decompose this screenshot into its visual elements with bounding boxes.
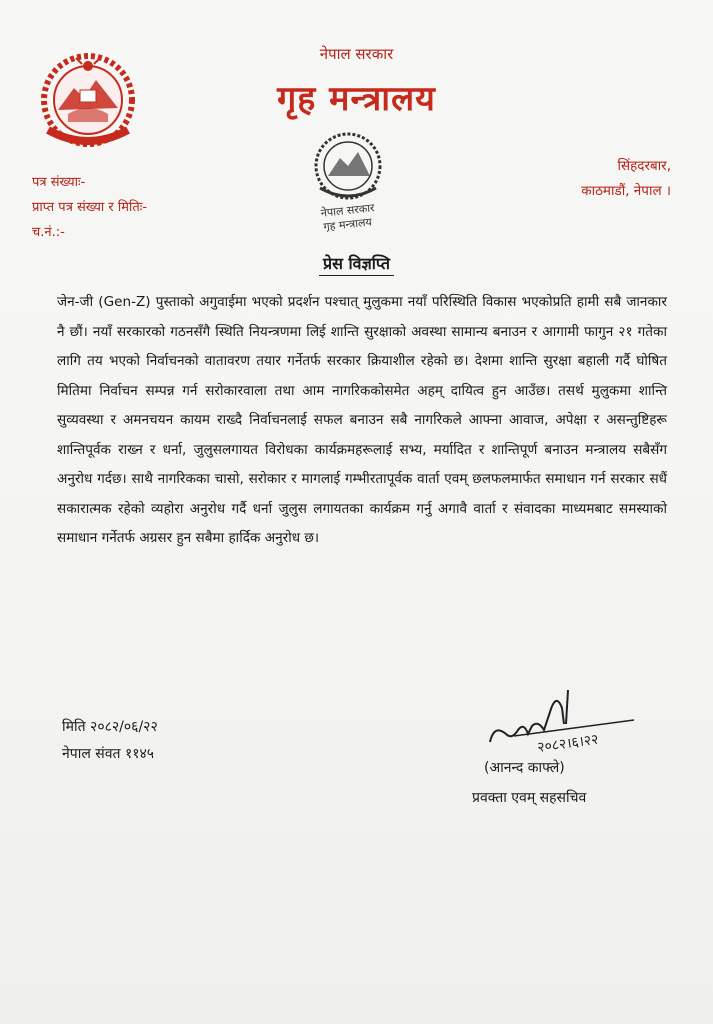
received-letter-number: प्राप्त पत्र संख्या र मितिः- <box>32 200 148 215</box>
ministry-seal <box>300 128 396 232</box>
document-body <box>57 288 667 554</box>
signature-mark <box>484 684 644 764</box>
reference-block <box>32 170 147 245</box>
address-line-1: सिंहदरबार, <box>617 158 671 174</box>
seal-icon <box>300 128 396 232</box>
svg-text:नेपाल सरकार: नेपाल सरकार <box>320 201 376 220</box>
address-line-2: काठमाडौं, नेपाल । <box>581 183 671 199</box>
svg-text:गृह मन्त्रालय: गृह मन्त्रालय <box>322 215 373 232</box>
date-miti: मिति २०८२/०६/२२ <box>62 719 158 735</box>
document-heading-wrap <box>0 252 713 274</box>
body-paragraph: जेन-जी (Gen-Z) पुस्ताको अगुवाईमा भएको प्रदर्शन पश्चात् मुलुकमा नयाँ परिस्थिति विकास भएकोप्रति हामी सबै जानकार नै छौं। नयाँ सरकारको गठनसँगै स्थिति नियन्त्रणमा लिई शान्ति सुरक्षाको अवस्था सामान्य बनाउन र आगामी फागुन २१ गतेका लागि तय भएको निर्वाचनको वातावरण तयार गर्नेतर्फ सरकार क्रियाशील रहेको छ। देशमा शान्ति सुरक्षा बहाली गर्दै घोषित मितिमा निर्वाचन सम्पन्न गर्न सरोकारवाला तथा आम नागरिककोसमेत अहम् दायित्व हुन आउँछ। तसर्थ मुलुकमा शान्ति सुव्यवस्था र अमनचयन कायम राख्दै निर्वाचनलाई सफल बनाउन सबै नागरिकले आफ्ना आवाज, अपेक्षा र असन्तुष्टिहरू शान्तिपूर्वक राख्न र धर्ना, जुलुसलगायत विरोधका कार्यक्रमहरूलाई सभ्य, मर्यादित र शान्तिपूर्ण बनाउन मन्त्रालय सबैसँग अनुरोध गर्दछ। साथै नागरिकका चासो, सरोकार र मागलाई गम्भीरतापूर्वक वार्ता एवम् छलफलमार्फत समाधान गर्न सरकार सधैं सकारात्मक रहेको व्यहोरा अनुरोध गर्दै धर्ना जुलुस लगायतका कार्यक्रम गर्नु अगावै वार्ता र संवादका माध्यमबाट समस्याको समाधान गर्नेतर्फ अग्रसर हुन सबैमा हार्दिक अनुरोध छ। <box>57 294 667 546</box>
government-label: नेपाल सरकार <box>319 45 394 63</box>
signatory-name: (आनन्द काफ्ले) <box>484 760 565 776</box>
date-nepal-sambat: नेपाल संवत ११४५ <box>62 746 155 762</box>
signatory-designation: प्रवक्ता एवम् सहसचिव <box>472 790 587 806</box>
date-block <box>62 714 158 768</box>
ministry-title: गृह मन्त्रालय <box>277 79 436 119</box>
document-title: प्रेस विज्ञप्ति <box>319 254 394 276</box>
signature-date: २०८२।६।२२ <box>536 731 600 756</box>
dispatch-number: च.नं.:- <box>32 225 65 240</box>
letter-number: पत्र संख्याः- <box>32 175 86 190</box>
address-block <box>581 154 671 204</box>
